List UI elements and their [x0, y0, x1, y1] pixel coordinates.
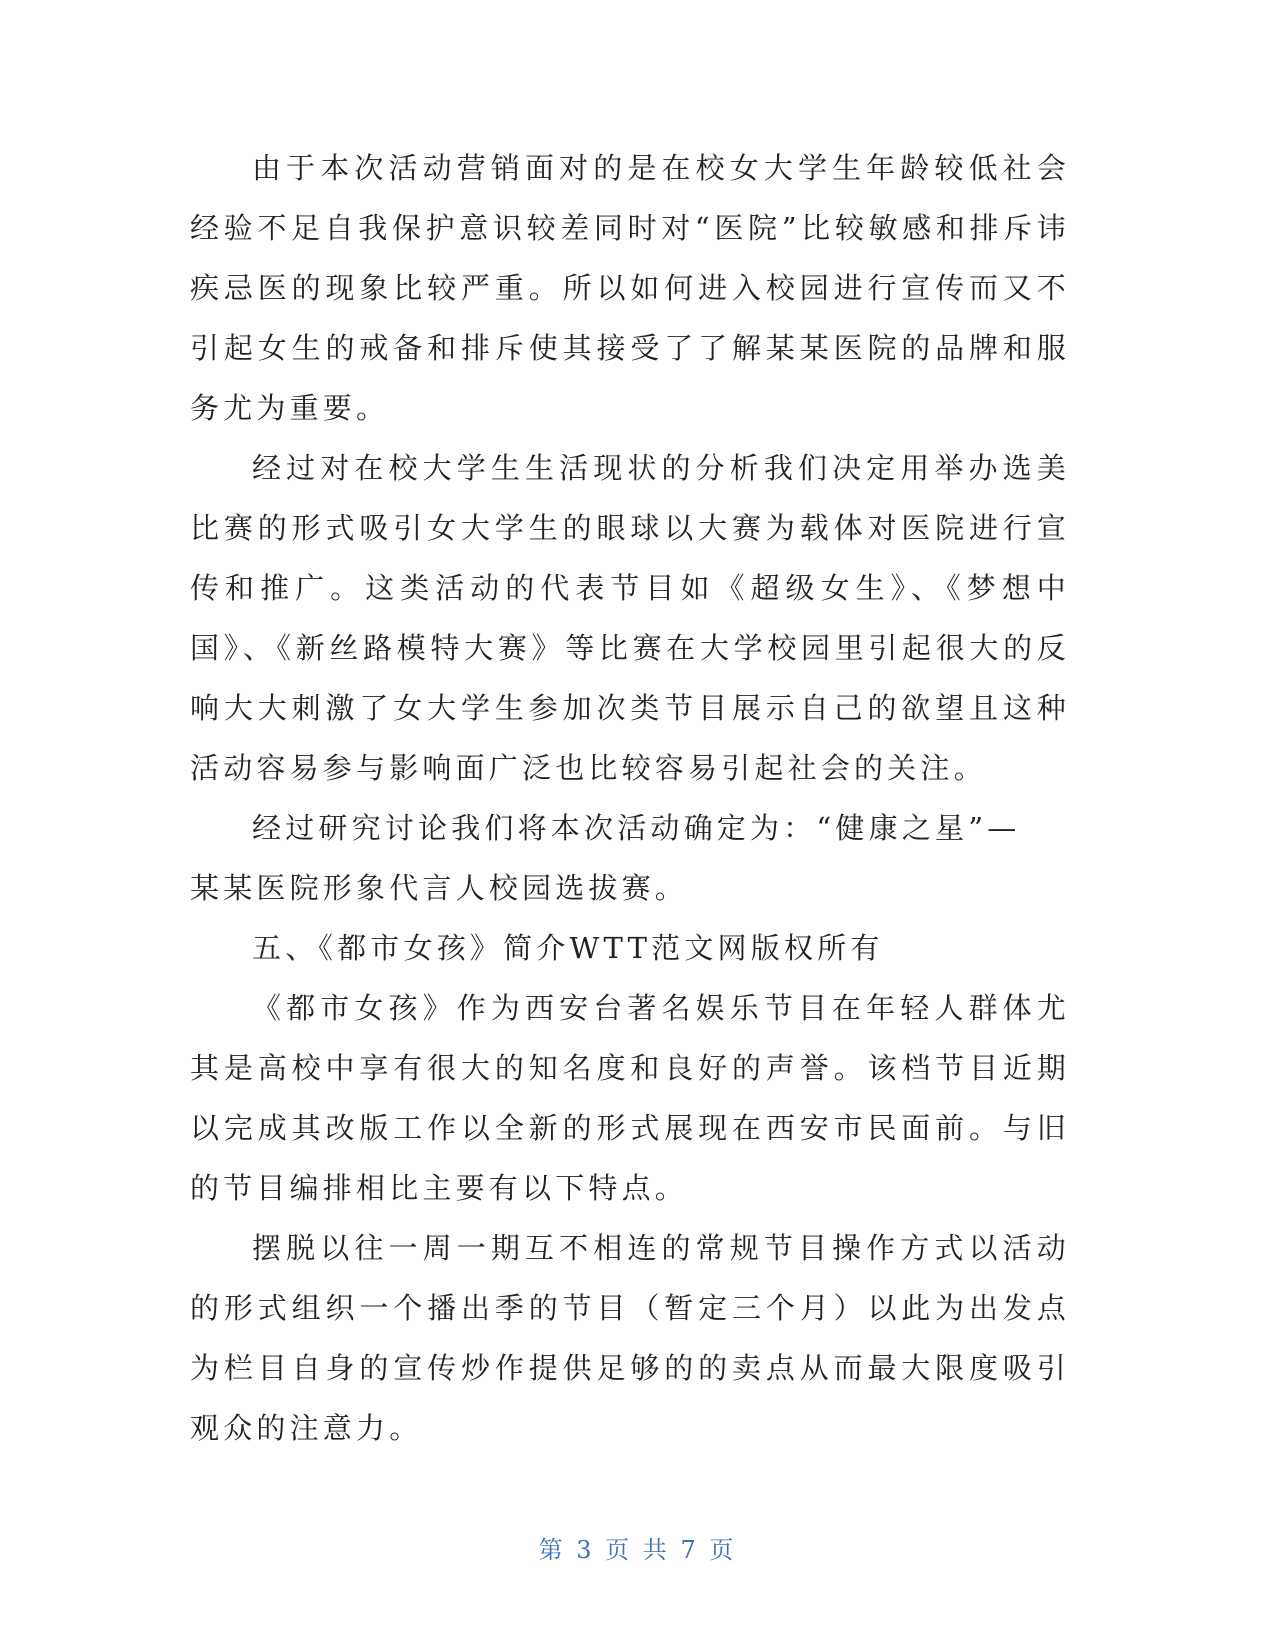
paragraph-2: 经过对在校大学生生活现状的分析我们决定用举办选美比赛的形式吸引女大学生的眼球以大赛为载体对医院进行宣传和推广。这类活动的代表节目如《超级女生》、《梦想中国》、《新丝路模特大赛》等比赛在大学校园里引起很大的反响大大刺激了女大学生参加次类节目展示自己的欲望且这种活动容易参与影响面广泛也比较容易引起社会的关注。 — [190, 451, 1070, 785]
page-number-footer: 第 3 页 共 7 页 — [538, 1536, 737, 1564]
paragraph-6: 摆脱以往一周一期互不相连的常规节目操作方式以活动的形式组织一个播出季的节目（暂定三个月）以此为出发点为栏目自身的宣传炒作提供足够的的卖点从而最大限度吸引观众的注意力。 — [190, 1231, 1070, 1445]
paragraph-1: 由于本次活动营销面对的是在校女大学生年龄较低社会经验不足自我保护意识较差同时对“医院”比较敏感和排斥讳疾忌医的现象比较严重。所以如何进入校园进行宣传而又不引起女生的戒备和排斥使其接受了了解某某医院的品牌和服务尤为重要。 — [190, 151, 1070, 425]
paragraph-4-section-heading: 五、《都市女孩》简介WTT范文网版权所有 — [252, 931, 884, 965]
document-body — [190, 138, 1070, 1458]
paragraph-5: 《都市女孩》作为西安台著名娱乐节目在年轻人群体尤其是高校中享有很大的知名度和良好的声誉。该档节目近期以完成其改版工作以全新的形式展现在西安市民面前。与旧的节目编排相比主要有以下特点。 — [190, 991, 1070, 1205]
paragraph-3: 经过研究讨论我们将本次活动确定为：“健康之星”— 某某医院形象代言人校园选拔赛。 — [190, 811, 1021, 905]
